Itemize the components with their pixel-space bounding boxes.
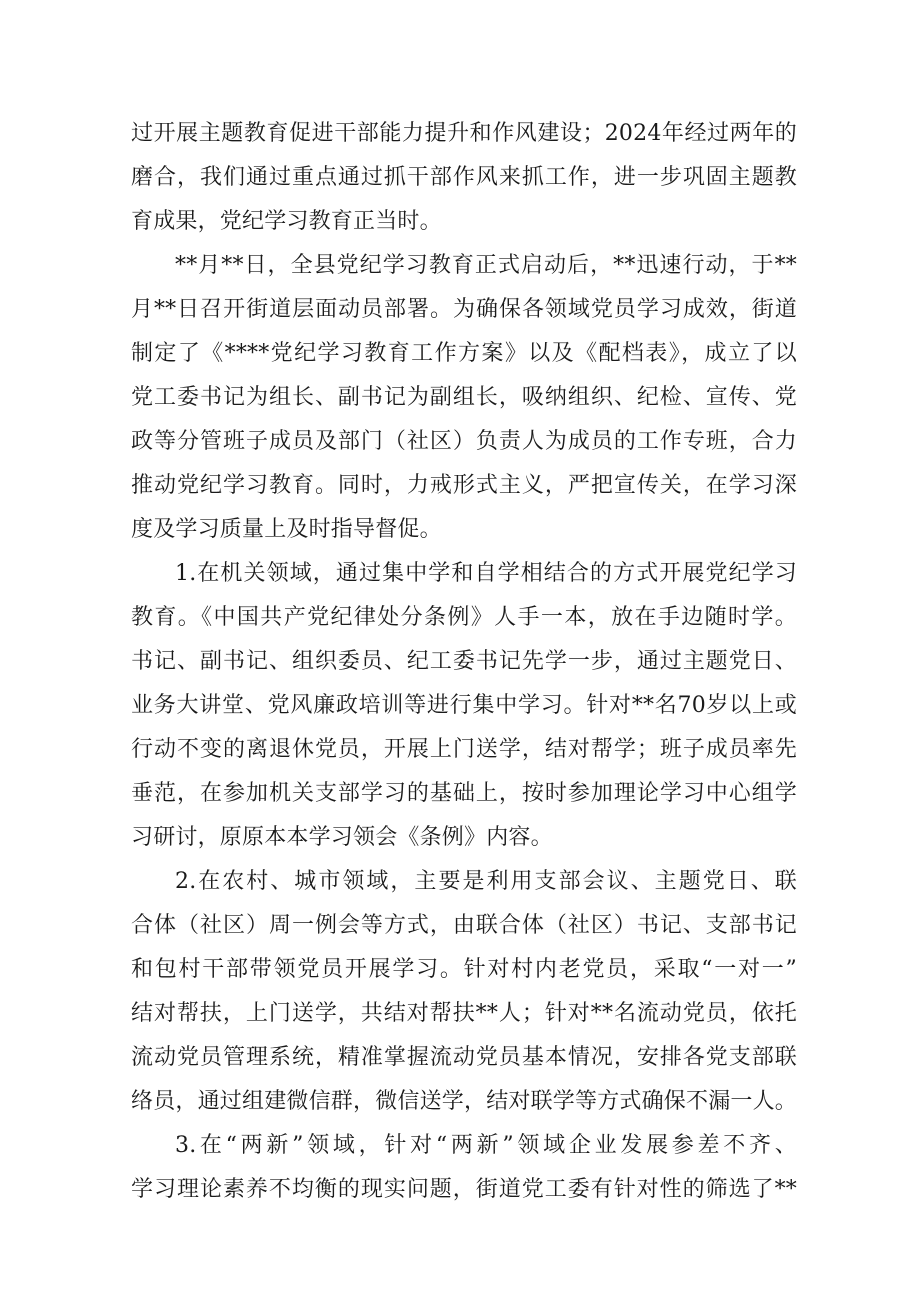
text-line: 教育。《中国共产党纪律处分条例》人手一本，放在手边随时学。 (131, 605, 797, 630)
text-line: 合体（社区）周一例会等方式，由联合体（社区）书记、支部书记 (131, 913, 797, 938)
text-line: 过开展主题教育促进干部能力提升和作风建设；2024年经过两年的 (131, 121, 797, 146)
text-line: 业务大讲堂、党风廉政培训等进行集中学习。针对**名70岁以上或 (131, 693, 797, 718)
text-line: 流动党员管理系统，精准掌握流动党员基本情况，安排各党支部联 (131, 1045, 797, 1070)
text-line: 行动不变的离退休党员，开展上门送学，结对帮学；班子成员率先 (131, 737, 797, 762)
text-line: 制定了《****党纪学习教育工作方案》以及《配档表》，成立了以 (131, 341, 797, 366)
text-line: **月**日，全县党纪学习教育正式启动后，**迅速行动，于** (175, 253, 797, 278)
text-line: 结对帮扶，上门送学，共结对帮扶**人；针对**名流动党员，依托 (131, 1001, 797, 1026)
text-line: 1.在机关领域，通过集中学和自学相结合的方式开展党纪学习 (175, 561, 797, 586)
text-line: 育成果，党纪学习教育正当时。 (131, 209, 442, 234)
paragraph-p0 (131, 112, 797, 244)
text-line: 3.在“两新”领域，针对“两新”领域企业发展参差不齐、 (175, 1133, 797, 1158)
text-line: 磨合，我们通过重点通过抓干部作风来抓工作，进一步巩固主题教 (131, 165, 797, 190)
paragraph-p1 (131, 244, 797, 552)
text-line: 2.在农村、城市领域，主要是利用支部会议、主题党日、联 (175, 869, 797, 894)
text-line: 书记、副书记、组织委员、纪工委书记先学一步，通过主题党日、 (131, 649, 797, 674)
text-line: 和包村干部带领党员开展学习。针对村内老党员，采取“一对一” (131, 957, 797, 982)
text-line: 推动党纪学习教育。同时，力戒形式主义，严把宣传关，在学习深 (131, 473, 797, 498)
text-line: 月**日召开街道层面动员部署。为确保各领域党员学习成效，街道 (131, 297, 797, 322)
paragraph-p4 (131, 1124, 797, 1212)
text-line: 政等分管班子成员及部门（社区）负责人为成员的工作专班，合力 (131, 429, 797, 454)
text-line: 学习理论素养不均衡的现实问题，街道党工委有针对性的筛选了** (131, 1177, 797, 1202)
text-line: 党工委书记为组长、副书记为副组长，吸纳组织、纪检、宣传、党 (131, 385, 797, 410)
paragraph-p3 (131, 860, 797, 1124)
text-line: 络员，通过组建微信群，微信送学，结对联学等方式确保不漏一人。 (131, 1089, 798, 1114)
document-body (131, 112, 797, 1212)
text-line: 习研讨，原原本本学习领会《条例》内容。 (131, 825, 553, 850)
text-line: 垂范，在参加机关支部学习的基础上，按时参加理论学习中心组学 (131, 781, 797, 806)
text-line: 度及学习质量上及时指导督促。 (131, 517, 442, 542)
paragraph-p2 (131, 552, 797, 860)
